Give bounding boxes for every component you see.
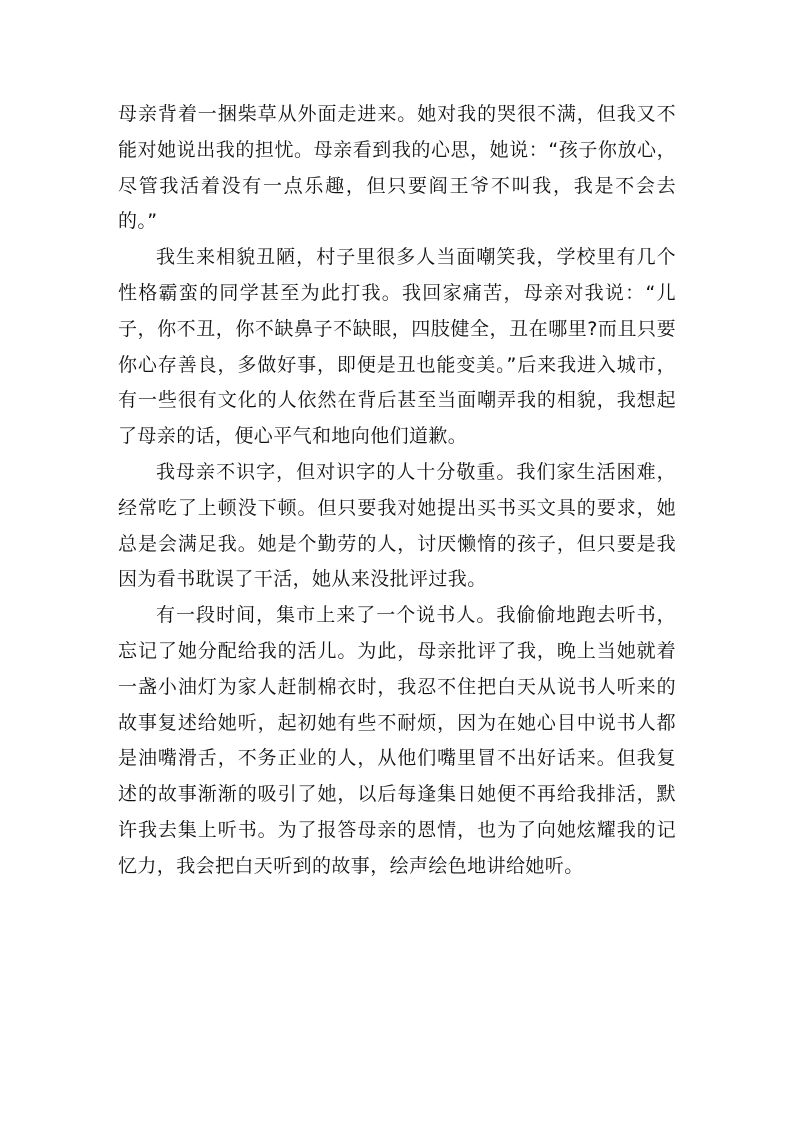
paragraph-1: 母亲背着一捆柴草从外面走进来。她对我的哭很不满，但我又不能对她说出我的担忧。母亲看到我的心思，她说：“孩子你放心，尽管我活着没有一点乐趣，但只要阎王爷不叫我，我是不会去的。” [118, 103, 676, 233]
paragraph-3: 我母亲不识字，但对识字的人十分敬重。我们家生活困难，经常吃了上顿没下顿。但只要我对她提出买书买文具的要求，她总是会满足我。她是个勤劳的人，讨厌懒惰的孩子，但只要是我因为看书耽误了干活，她从来没批评过我。 [118, 460, 676, 591]
paragraph-2: 我生来相貌丑陋，村子里很多人当面嘲笑我，学校里有几个性格霸蛮的同学甚至为此打我。我回家痛苦，母亲对我说：“儿子，你不丑，你不缺鼻子不缺眼，四肢健全，丑在哪里?而且只要你心存善良，多做好事，即便是丑也能变美。”后来我进入城市，有一些很有文化的人依然在背后甚至当面嘲弄我的相貌，我想起了母亲的话，便心平气和地向他们道歉。 [118, 246, 676, 448]
paragraph-4: 有一段时间，集市上来了一个说书人。我偷偷地跑去听书，忘记了她分配给我的活儿。为此，母亲批评了我，晚上当她就着一盏小油灯为家人赶制棉衣时，我忍不住把白天从说书人听来的故事复述给她听，起初她有些不耐烦，因为在她心目中说书人都是油嘴滑舌，不务正业的人，从他们嘴里冒不出好话来。但我复述的故事渐渐的吸引了她，以后每逢集日她便不再给我排活，默许我去集上听书。为了报答母亲的恩情，也为了向她炫耀我的记忆力，我会把白天听到的故事，绘声绘色地讲给她听。 [118, 604, 676, 877]
document-body [118, 97, 676, 885]
